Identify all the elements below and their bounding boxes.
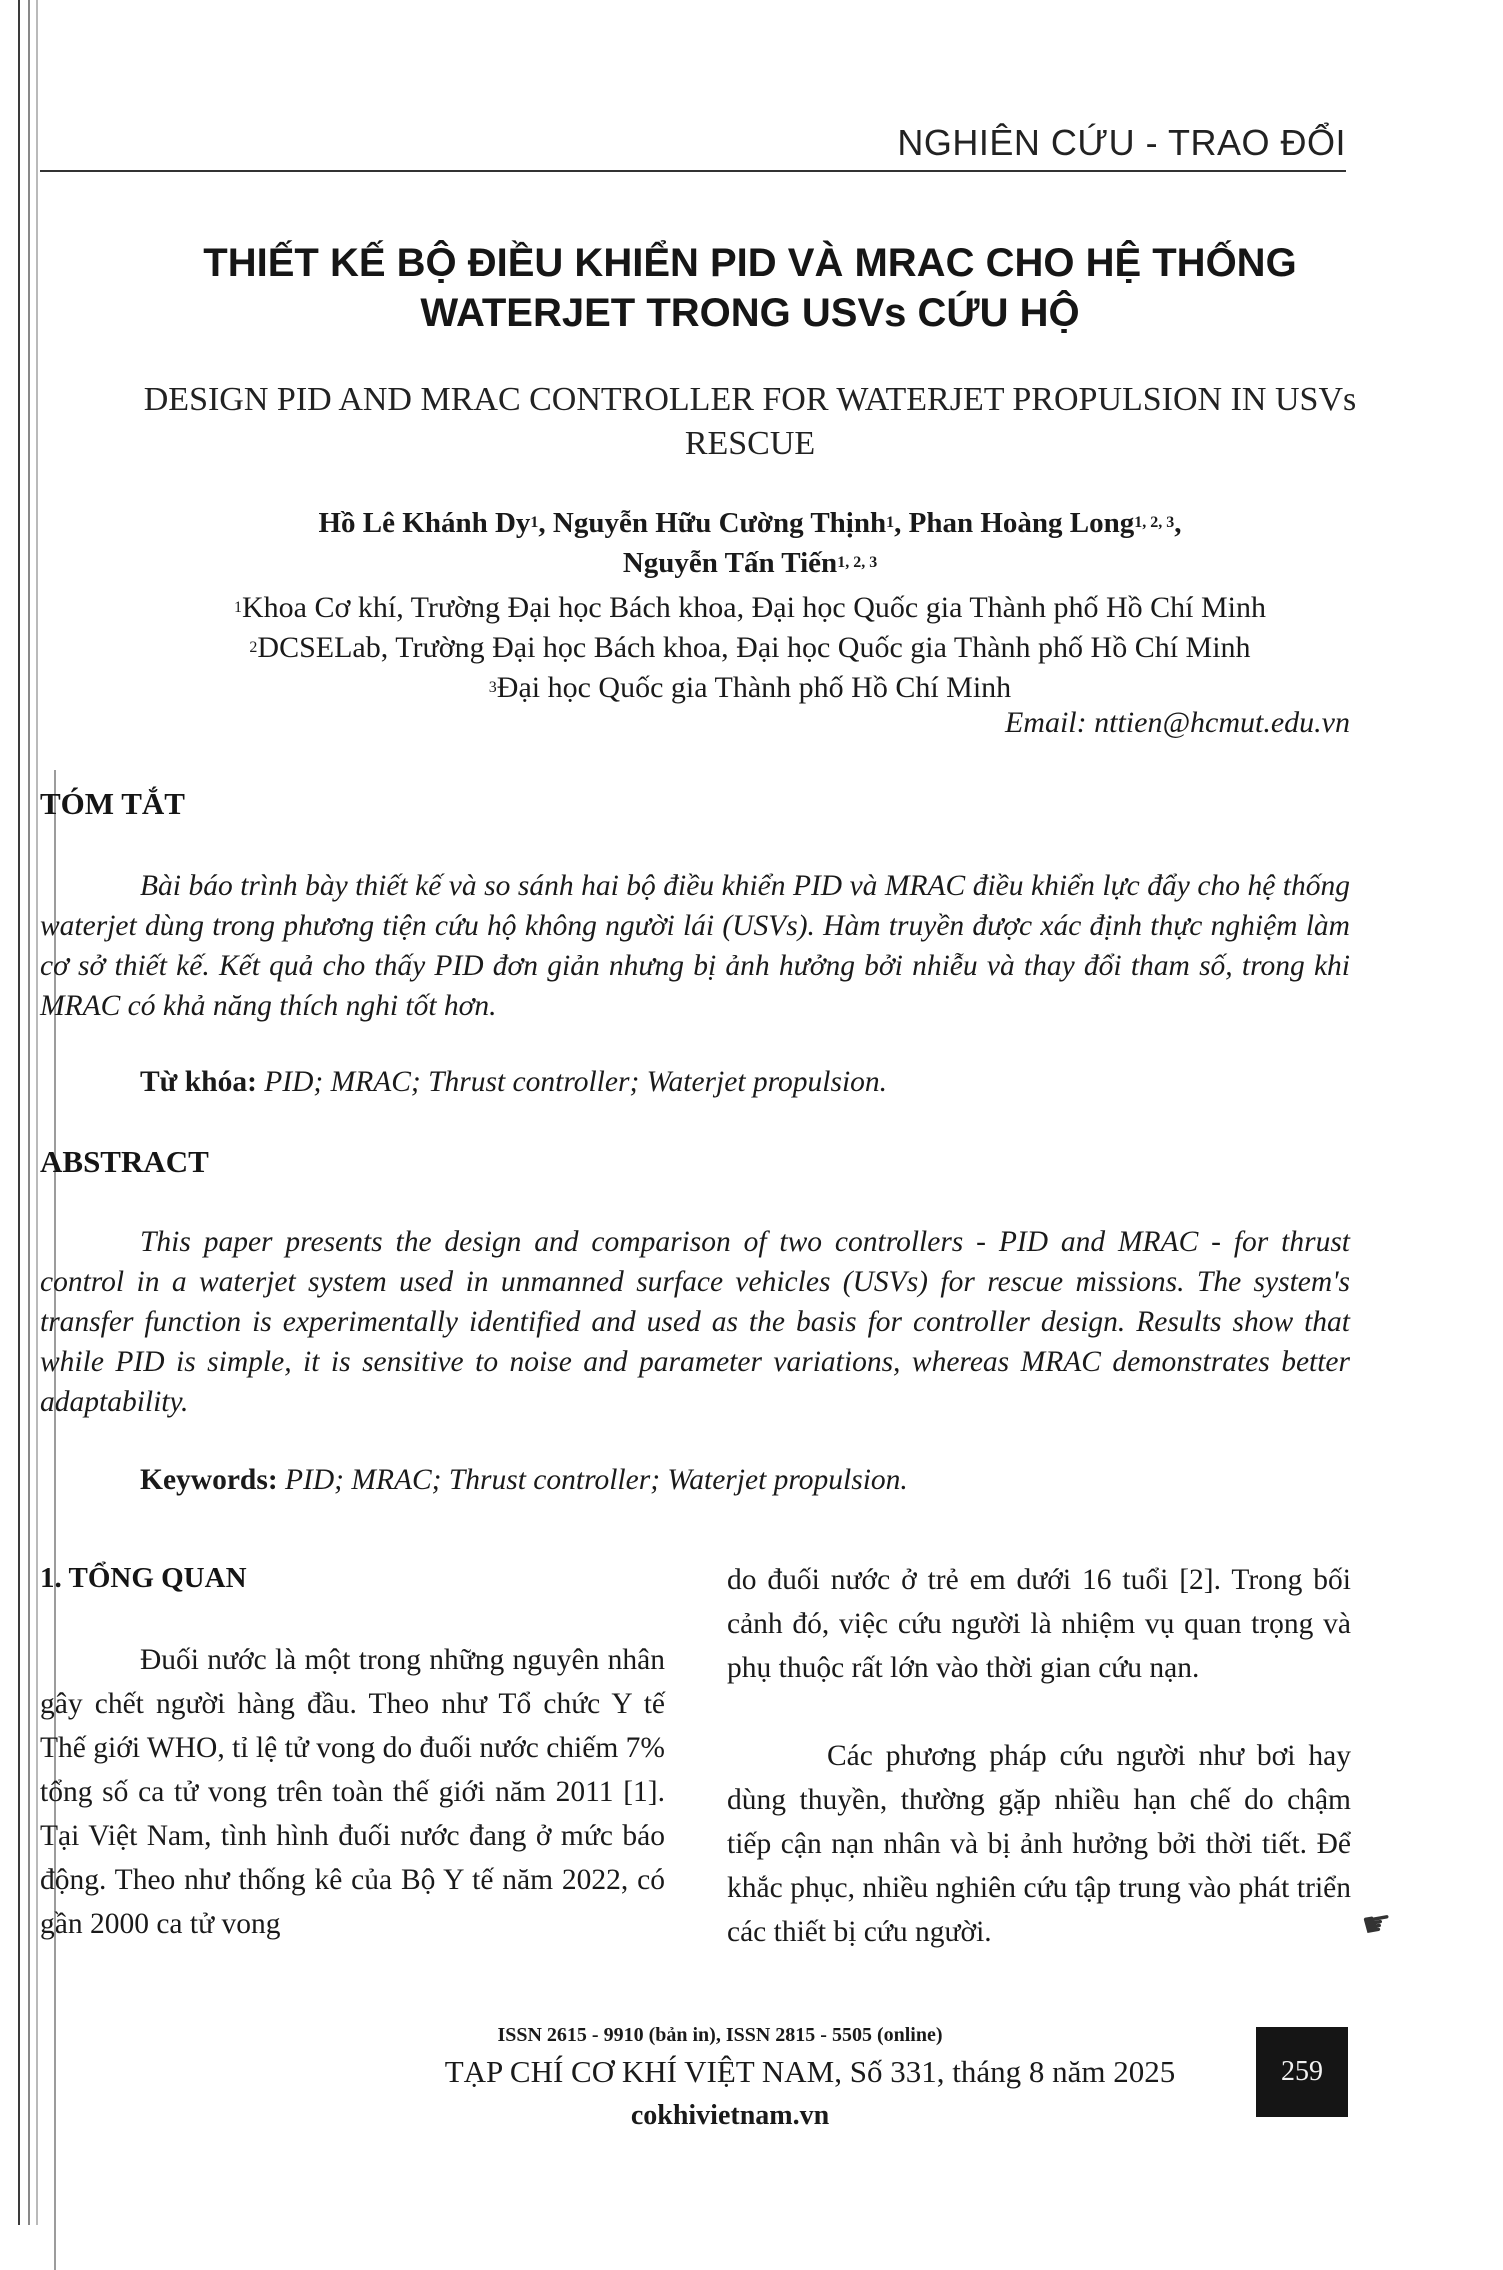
- abstract-body: This paper presents the design and comparison of two controllers - PID and MRAC - for thrust control in a waterjet system used in unmanned surface vehicles (USVs) for rescue missions. The system's transfer function is experimentally identified and used as the basis for controller design. Results show that while PID is simple, it is sensitive to noise and parameter variations, whereas MRAC demonstrates better adaptability.: [40, 1226, 1350, 1418]
- affiliation: [60, 668, 1440, 708]
- keywords-value: PID; MRAC; Thrust controller; Waterjet propulsion.: [285, 1464, 908, 1496]
- title-en-line1: DESIGN PID AND MRAC CONTROLLER FOR WATERJET PROPULSION IN USVs: [143, 381, 1357, 418]
- affiliation-text: Đại học Quốc gia Thành phố Hồ Chí Minh: [496, 671, 1012, 704]
- affiliation-sup: 1: [234, 599, 242, 616]
- author-list: [60, 503, 1440, 583]
- tom-tat-body: Bài báo trình bày thiết kế và so sánh hai bộ điều khiển PID và MRAC điều khiển lực đẩy cho hệ thống waterjet dùng trong phương tiện cứu hộ không người lái (USVs). Hàm truyền được xác định thực nghiệm làm cơ sở thiết kế. Kết quả cho thấy PID đơn giản nhưng bị ảnh hưởng bởi nhiễu và thay đổi tham số, trong khi MRAC có khả năng thích nghi tốt hơn.: [40, 870, 1350, 1022]
- journal-name: TẠP CHÍ CƠ KHÍ VIỆT NAM: [444, 2054, 835, 2089]
- tom-tat-keywords: [140, 1066, 887, 1099]
- author-sup: 1: [886, 514, 895, 531]
- affiliation-sup: 3: [488, 679, 497, 696]
- author-sep: ,: [894, 507, 909, 539]
- affiliation-text: Khoa Cơ khí, Trường Đại học Bách khoa, Đại học Quốc gia Thành phố Hồ Chí Minh: [242, 591, 1266, 624]
- page-number: 259: [1256, 2027, 1348, 2117]
- affiliation: [60, 628, 1440, 668]
- tom-tat-heading: TÓM TẮT: [40, 786, 185, 821]
- author-name: Nguyễn Tấn Tiến: [622, 547, 838, 579]
- footer-journal: [360, 2054, 1260, 2090]
- author-name: Nguyễn Hữu Cường Thịnh: [552, 507, 887, 539]
- author-name: Hồ Lê Khánh Dy: [318, 507, 531, 539]
- footer-website[interactable]: cokhivietnam.vn: [630, 2100, 830, 2131]
- section1-heading: 1. TỔNG QUAN: [40, 1562, 247, 1594]
- keywords-value: PID; MRAC; Thrust controller; Waterjet propulsion.: [264, 1066, 888, 1098]
- scan-edge-line: [28, 0, 30, 2225]
- scan-edge-line: [18, 0, 20, 2225]
- keywords-label: Từ khóa:: [140, 1066, 265, 1098]
- author-sup: 1, 2, 3: [1134, 514, 1175, 531]
- title-vietnamese: [60, 238, 1440, 338]
- keywords-label: Keywords:: [140, 1464, 286, 1496]
- abstract-heading: ABSTRACT: [40, 1144, 209, 1179]
- author-sup: 1, 2, 3: [837, 554, 878, 571]
- abstract-keywords: [140, 1464, 908, 1497]
- author-name: Phan Hoàng Long: [908, 507, 1135, 539]
- title-en-line2: RESCUE: [684, 425, 816, 462]
- contact-email[interactable]: Email: nttien@hcmut.edu.vn: [1004, 706, 1350, 739]
- footer-issn: ISSN 2615 - 9910 (bản in), ISSN 2815 - 5505 (online): [497, 2024, 943, 2046]
- pointing-hand-icon: ☛: [1359, 1903, 1396, 1946]
- section1-right-paragraph: Các phương pháp cứu người như bơi hay dùng thuyền, thường gặp nhiều hạn chế do chậm tiếp cận nạn nhân và bị ảnh hưởng bởi thời tiết. Để khắc phục, nhiều nghiên cứu tập trung vào phát triển các thiết bị cứu người.: [727, 1740, 1351, 1948]
- title-english: [40, 378, 1460, 466]
- section1-right-paragraph: do đuối nước ở trẻ em dưới 16 tuổi [2]. Trong bối cảnh đó, việc cứu người là nhiệm vụ quan trọng và phụ thuộc rất lớn vào thời gian cứu nạn.: [727, 1564, 1351, 1684]
- title-vn-line1: THIẾT KẾ BỘ ĐIỀU KHIỂN PID VÀ MRAC CHO HỆ THỐNG: [203, 241, 1297, 285]
- author-sep: ,: [1174, 507, 1182, 539]
- header-rule: [40, 170, 1346, 172]
- affiliation-sup: 2: [249, 639, 258, 656]
- journal-issue: , Số 331, tháng 8 năm 2025: [834, 2054, 1176, 2089]
- affiliation: [60, 588, 1440, 628]
- section1-left-paragraph: Đuối nước là một trong những nguyên nhân gây chết người hàng đầu. Theo như Tổ chức Y tế Thế giới WHO, tỉ lệ tử vong do đuối nước chiếm 7% tổng số ca tử vong trên toàn thế giới năm 2011 [1]. Tại Việt Nam, tình hình đuối nước đang ở mức báo động. Theo như thống kê của Bộ Y tế năm 2022, có gần 2000 ca tử vong: [40, 1644, 665, 1940]
- scan-edge-line: [36, 0, 38, 2225]
- author-sep: ,: [538, 507, 553, 539]
- section-label: NGHIÊN CỨU - TRAO ĐỔI: [897, 122, 1346, 163]
- affiliation-text: DCSELab, Trường Đại học Bách khoa, Đại học Quốc gia Thành phố Hồ Chí Minh: [257, 631, 1251, 664]
- author-sup: 1: [530, 514, 539, 531]
- title-vn-line2: WATERJET TRONG USVs CỨU HỘ: [420, 291, 1080, 335]
